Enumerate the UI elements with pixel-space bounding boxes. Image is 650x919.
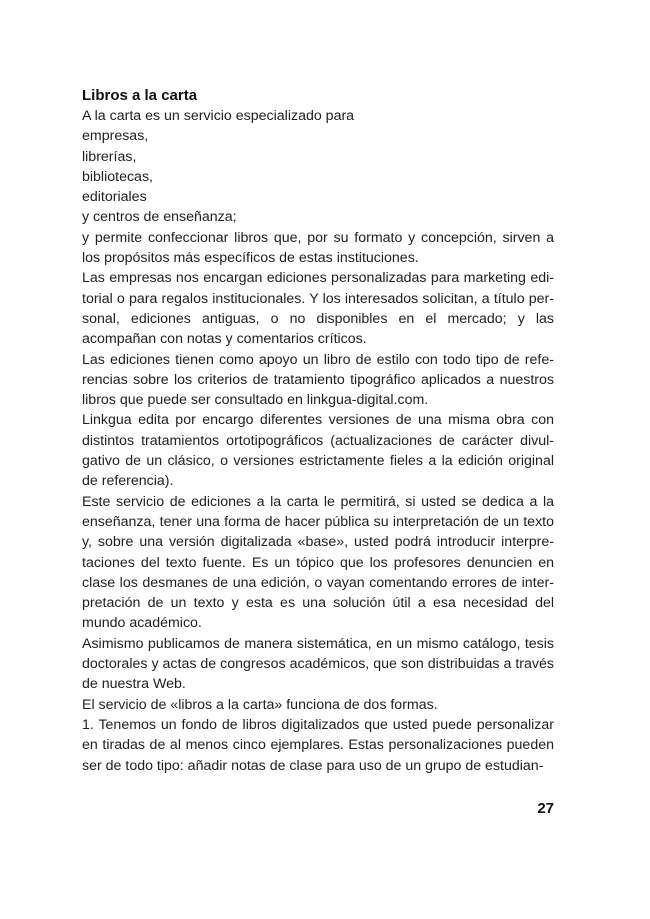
audience-item: librerías, — [82, 148, 137, 165]
paragraph: Asimismo publicamos de manera sistemática, en un mismo catálogo, tesis doctorales y actas de congresos académicos, que son distribuidas a través de nuestra Web. — [82, 635, 554, 693]
audience-item: editoriales — [82, 189, 147, 206]
paragraph: Este servicio de ediciones a la carta le permitirá, si usted se dedica a la enseñanza, tener una forma de hacer pública su interpretación de un texto y, sobre una versión digitalizada «base», usted podrá introducir interpretaciones del texto fuente. Es un tópico que los profesores denuncien en clase los desmanes de una edición, o vayan comentando errores de interpretación de un texto y esta es una solución útil a esa necesidad del mundo académico. — [82, 493, 554, 632]
paragraph: 1. Tenemos un fondo de libros digitalizados que usted puede personalizar en tiradas de al menos cinco ejemplares. Estas personalizaciones pueden ser de todo tipo: añadir notas de clase para uso de un grupo de estudian- — [82, 716, 554, 774]
paragraph: Las empresas nos encargan ediciones personalizadas para marketing editorial o para regalos institucionales. Y los interesados solicitan, a título personal, ediciones antiguas, o no disponibles en el mercado; y las acompañan con notas y comentarios críticos. — [82, 270, 554, 348]
paragraph: Linkgua edita por encargo diferentes versiones de una misma obra con distintos tratamientos ortotipográficos (actualizaciones de carácter divulgativo de un clásico, o versiones estrictamente fieles a la edición original de referencia). — [82, 412, 554, 490]
intro-line: A la carta es un servicio especializado para — [82, 108, 355, 124]
audience-item: bibliotecas, — [82, 168, 153, 185]
paragraph: El servicio de «libros a la carta» funciona de dos formas. — [82, 696, 438, 713]
page-number: 27 — [537, 800, 554, 817]
paragraph: Las ediciones tienen como apoyo un libro de estilo con todo tipo de referencias sobre los criterios de tratamiento tipográfico aplicados a nuestros libros que puede ser consultado en linkgua-digital.com. — [82, 351, 554, 409]
page-body — [82, 86, 554, 776]
section-title: Libros a la carta — [82, 87, 198, 104]
paragraph: y permite confeccionar libros que, por su formato y concepción, sirven a los propósitos más específicos de estas instituciones. — [82, 229, 554, 267]
audience-item: y centros de enseñanza; — [82, 209, 237, 226]
audience-item: empresas, — [82, 128, 149, 145]
audience-list — [82, 126, 554, 227]
